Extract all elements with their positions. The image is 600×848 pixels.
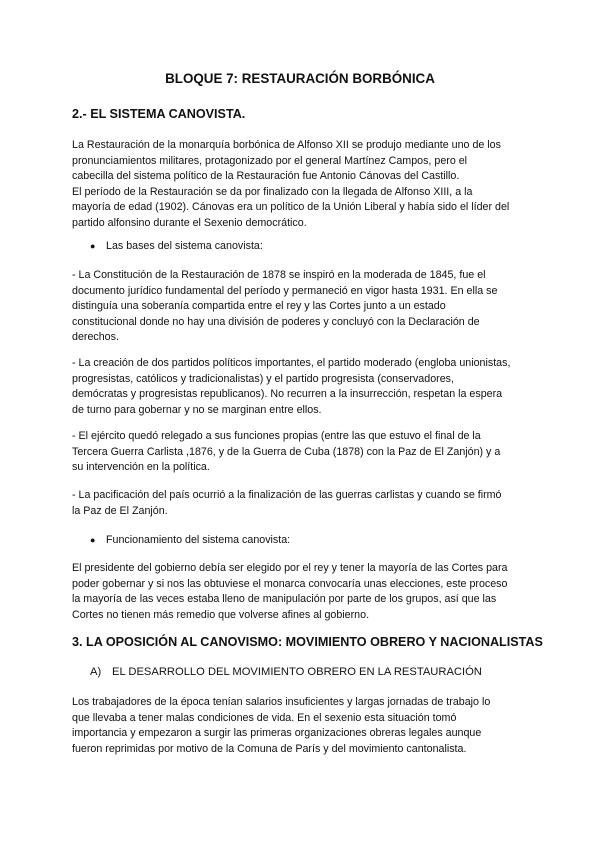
bullet-dot-icon: ●: [90, 241, 96, 251]
constitution-paragraph: [72, 268, 534, 346]
text-line: Los trabajadores de la época tenían salarios insuficientes y largas jornadas de trabajo lo: [72, 696, 491, 708]
bullet-dot-icon: ●: [90, 535, 96, 545]
pacification-paragraph: [72, 488, 534, 519]
text-line: mayoría de edad (1902). Cánovas era un político de la Unión Liberal y había sido el líder del: [72, 201, 510, 214]
text-line: derechos.: [72, 331, 119, 344]
text-line: partido alfonsino durante el Sexenio democrático.: [72, 216, 307, 229]
bullet-item-bases: [90, 240, 263, 252]
text-line: documento jurídico fundamental del período y permaneció en vigor hasta 1931. En ella se: [72, 284, 498, 297]
text-line: pronunciamientos militares, protagonizado por el general Martínez Campos, pero el: [72, 154, 468, 167]
text-line: fueron reprimidas por motivo de la Comuna de París y del movimiento cantonalista.: [72, 742, 467, 755]
text-line: su intervención en la política.: [72, 461, 210, 474]
text-line: de turno para gobernar y no se marginan entre ellos.: [72, 403, 322, 416]
bullet-label: Las bases del sistema canovista:: [106, 240, 263, 252]
text-line: importancia y empezaron a surgir las primeras organizaciones obreras legales aunque: [72, 727, 482, 740]
bullet-label: Funcionamiento del sistema canovista:: [106, 534, 291, 546]
text-line: la Paz de El Zanjón.: [72, 504, 168, 517]
text-line: Tercera Guerra Carlista ,1876, y de la Guerra de Cuba (1878) con la Paz de El Zanjón) y a: [72, 445, 501, 458]
workers-paragraph: [72, 695, 534, 757]
subsection-title: EL DESARROLLO DEL MOVIMIENTO OBRERO EN LA RESTAURACIÓN: [112, 666, 482, 678]
bullet-item-funcionamiento: [90, 534, 290, 546]
text-line: - La pacificación del país ocurrió a la finalización de las guerras carlistas y cuando se firmó: [72, 489, 502, 501]
section-2-heading: 2.- EL SISTEMA CANOVISTA.: [72, 107, 246, 121]
text-line: progresistas, católicos y tradicionalistas) y el partido progresista (conservadores,: [72, 372, 454, 385]
text-line: que llevaba a tener malas condiciones de vida. En el sexenio esta situación tomó: [72, 711, 457, 724]
text-line: - La creación de dos partidos políticos importantes, el partido moderado (engloba unionistas,: [72, 357, 511, 369]
text-line: - El ejército quedó relegado a sus funciones propias (entre las que estuvo el final de la: [72, 430, 481, 442]
text-line: poder gobernar y si nos las obtuviese el monarca convocaría unas elecciones, este proceso: [72, 577, 508, 590]
text-line: Cortes no tienen más remedio que volverse afines al gobierno.: [72, 608, 370, 621]
parties-paragraph: [72, 356, 534, 418]
document-title: BLOQUE 7: RESTAURACIÓN BORBÓNICA: [165, 71, 435, 86]
government-paragraph: [72, 561, 534, 623]
text-line: La Restauración de la monarquía borbónica de Alfonso XII se produjo mediante uno de los: [72, 139, 501, 151]
text-line: distinguía una soberanía compartida entre el rey y las Cortes junto a un estado: [72, 300, 446, 313]
text-line: El presidente del gobierno debía ser elegido por el rey y tener la mayoría de las Cortes para: [72, 562, 508, 574]
section-3-heading: 3. LA OPOSICIÓN AL CANOVISMO: MOVIMIENTO OBRERO Y NACIONALISTAS: [72, 635, 543, 649]
text-line: la mayoría de las veces estaba lleno de manipulación por parte de los grupos, así que las: [72, 593, 497, 606]
subsection-marker: A): [90, 666, 102, 678]
subsection-a-heading: [90, 666, 482, 678]
army-paragraph: [72, 429, 534, 476]
text-line: constitucional donde no hay una división de poderes y concluyó con la Declaración de: [72, 315, 480, 328]
text-line: El período de la Restauración se da por finalizado con la llegada de Alfonso XIII, a la: [72, 185, 473, 198]
text-line: - La Constitución de la Restauración de 1878 se inspiró en la moderada de 1845, fue el: [72, 269, 486, 281]
text-line: demócratas y progresistas republicanos). No recurren a la insurrección, respetan la espera: [72, 388, 503, 401]
text-line: cabecilla del sistema político de la Restauración fue Antonio Cánovas del Castillo.: [72, 170, 460, 183]
section-2-intro-paragraph: [72, 138, 534, 232]
